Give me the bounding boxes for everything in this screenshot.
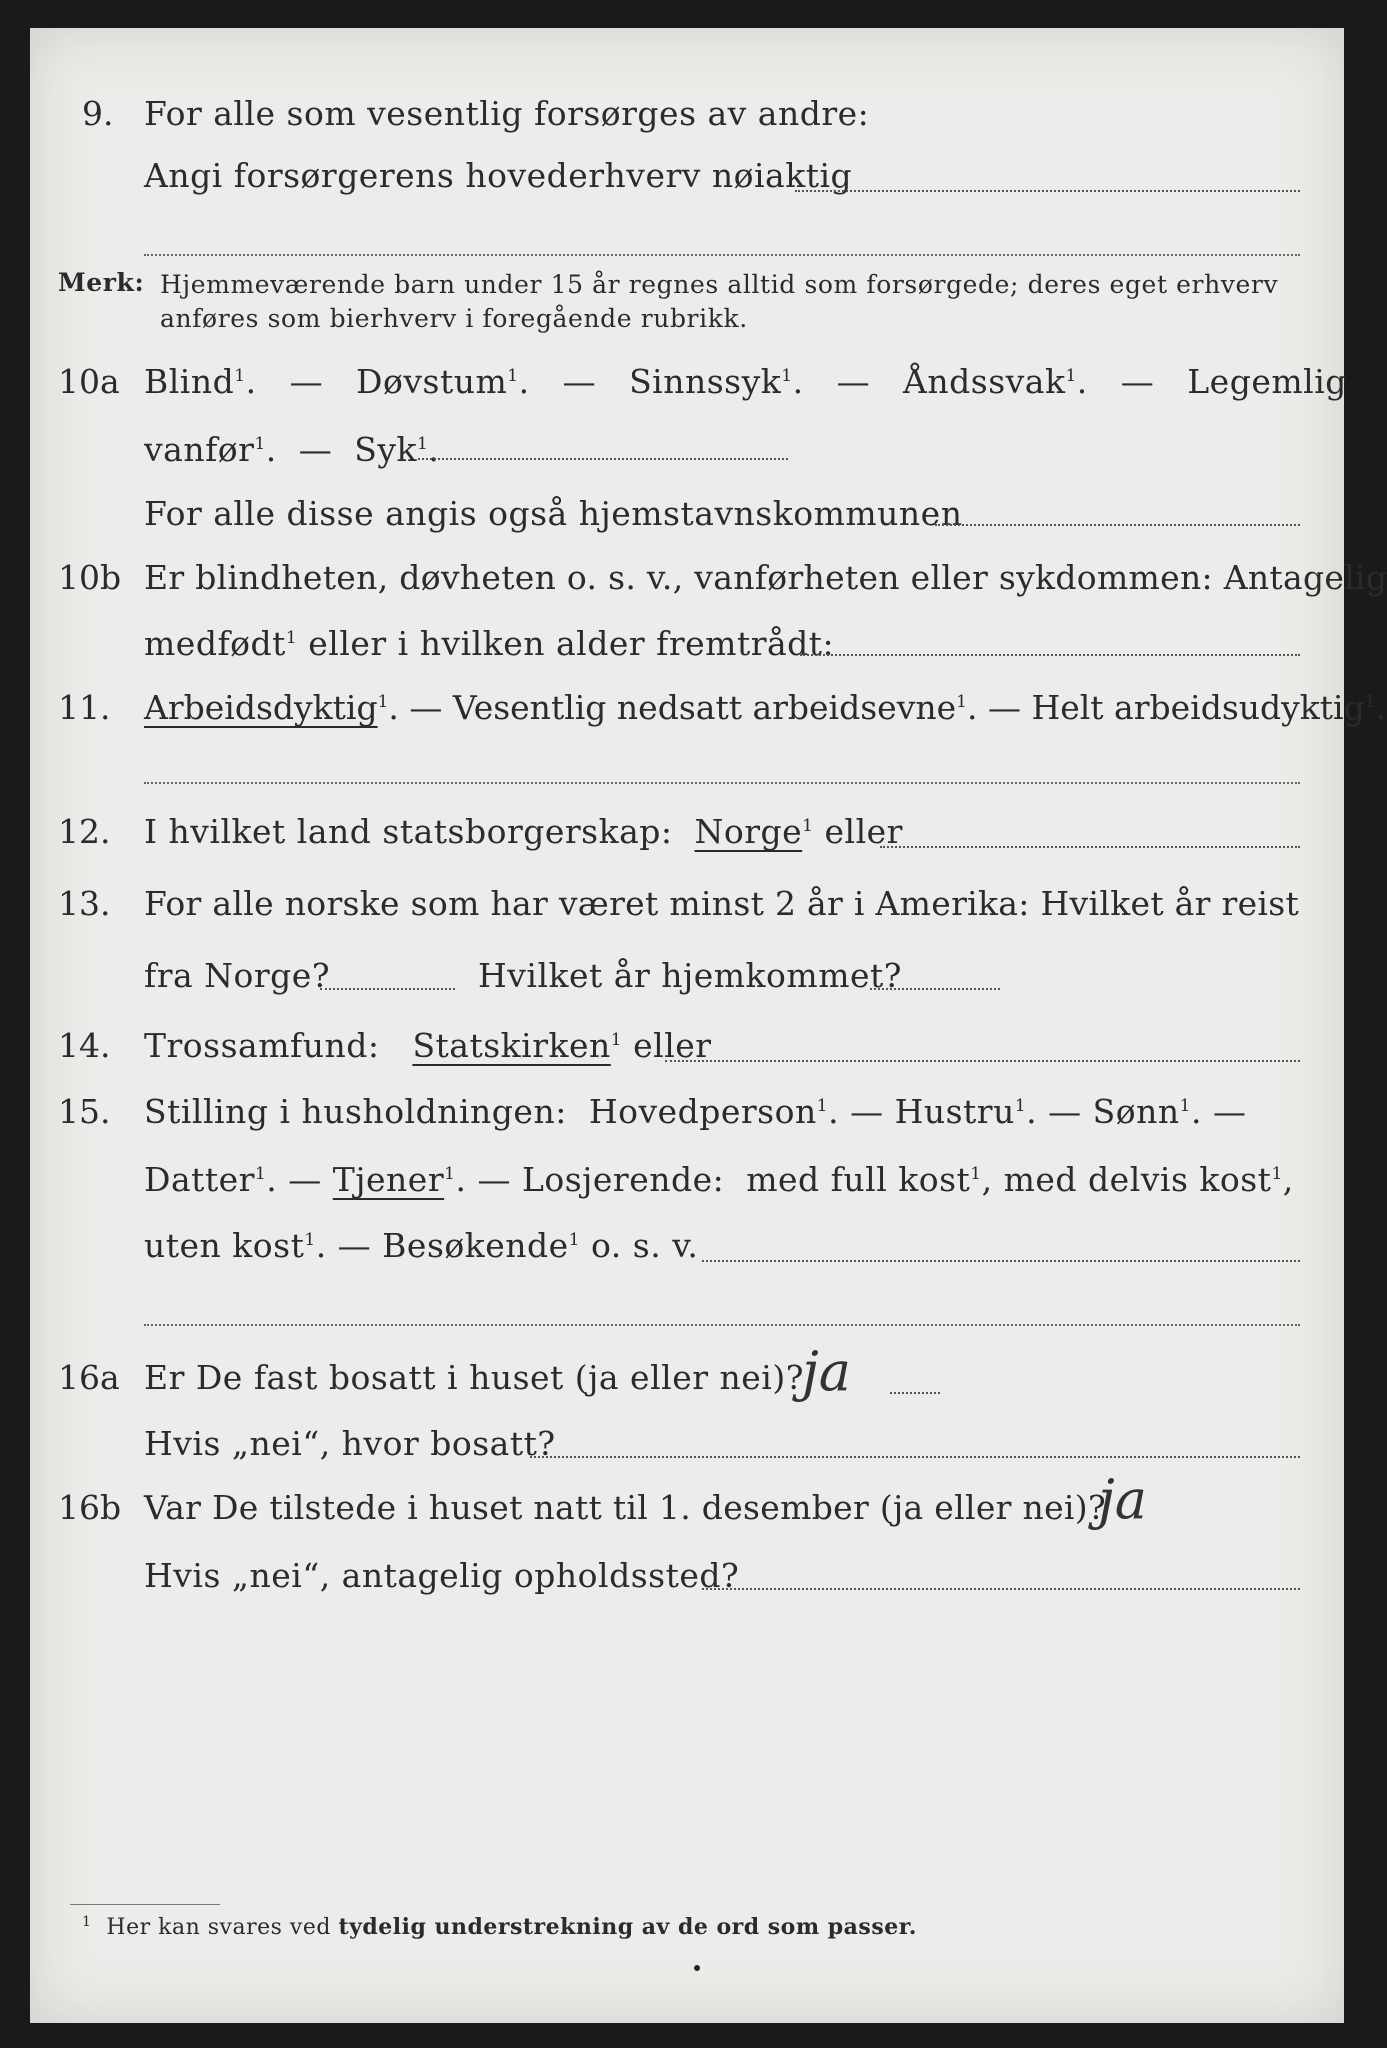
q12-number: 12. [58,812,111,851]
q15-opt-tjener-underlined: Tjener [332,1160,445,1199]
q15-line3: uten kost$^1$. — Besøkende$^1$ o. s. v. [144,1226,699,1265]
q13-line2a: fra Norge? [144,956,331,995]
q15-line1: Stilling i husholdningen: Hovedperson$^1$. — Hustru$^1$. — Sønn$^1$. — [144,1092,1247,1131]
q16b-line1: Var De tilstede i huset natt til 1. desember (ja eller nei)? [144,1488,1106,1527]
q11-opt-udyktig: Helt arbeidsudyktig [1031,688,1365,727]
q11-opt-arbeidsdyktig-underlined: Arbeidsdyktig [144,688,378,727]
footnote: $^1$ Her kan svares ved tydelig understrekning av de ord som passer. [82,1914,917,1940]
q10b-number: 10b [58,558,122,597]
opt-andssvak: Åndssvak [903,362,1066,401]
q9-number: 9. [82,94,114,133]
opt-blind: Blind [144,362,235,401]
q10b-line1: Er blindheten, døvheten o. s. v., vanførheten eller sykdommen: Antagelig [144,558,1387,597]
q16a-number: 16a [58,1358,120,1397]
q15-number: 15. [58,1092,111,1131]
q14-line: Trossamfund: Statskirken$^1$ eller [144,1026,712,1065]
opt-vanfor: vanfør [144,430,255,469]
q9-line2: Angi forsørgerens hovederhverv nøiaktig [144,156,853,195]
q11-opt-nedsatt: Vesentlig nedsatt arbeidsevne [452,688,957,727]
q13-line1: For alle norske som har været minst 2 år i Amerika: Hvilket år reist [144,884,1300,923]
q16a-handwritten-answer: ja [802,1340,851,1403]
q14-answer-line [665,1060,1300,1062]
merk-line1: Hjemmeværende barn under 15 år regnes alltid som forsørgede; deres eget erhverv [160,270,1279,299]
q16b-line2: Hvis „nei“, antagelig opholdssted? [144,1556,740,1595]
opt-dovstum: Døvstum [356,362,508,401]
q9-answer-line [795,190,1300,192]
q15-line2: Datter$^1$. — Tjener$^1$. — Losjerende: med full kost$^1$, med delvis kost$^1$, [144,1160,1294,1199]
q15-answer-line [702,1260,1300,1262]
opt-legemlig: Legemlig [1187,362,1347,401]
q16b-handwritten-answer: ja [1098,1468,1147,1531]
q16a-bosatt-line [530,1456,1300,1458]
q10a-hjemstavn-line [935,524,1300,526]
census-form-page [30,28,1387,2023]
q13-hjemkommet-line [870,988,1000,990]
q15-answer-line-2 [144,1324,1300,1326]
q16b-number: 16b [58,1488,122,1527]
merk-line2: anføres som bierhverv i foregående rubrikk. [160,304,748,333]
q14-number: 14. [58,1026,111,1065]
q16a-answer-line [890,1392,940,1394]
page-mark [694,1965,700,1971]
q11-answer-line [144,782,1300,784]
q10a-syk-line [418,458,788,460]
q11-line: Arbeidsdyktig$^1$. — Vesentlig nedsatt arbeidsevne$^1$. — Helt arbeidsudyktig$^1$. [144,688,1387,727]
footnote-rule [70,1904,220,1905]
q11-number: 11. [58,688,111,727]
q10a-line2: vanfør$^1$. — Syk$^1$. [144,430,440,469]
q10b-answer-line [800,654,1300,656]
q12-line: I hvilket land statsborgerskap: Norge$^1$ eller [144,812,903,851]
q14-opt-statskirken-underlined: Statskirken [412,1026,611,1065]
q9-answer-line-2 [144,254,1300,256]
q13-line2b: Hvilket år hjemkommet? [478,956,902,995]
q16a-line2: Hvis „nei“, hvor bosatt? [144,1424,556,1463]
q12-answer-line [880,846,1300,848]
q12-opt-norge-underlined: Norge [694,812,803,851]
q10a-line1: Blind$^1$. — Døvstum$^1$. — Sinnssyk$^1$. — Åndssvak$^1$. — Legemlig [144,362,1347,401]
merk-label: Merk: [58,268,145,297]
opt-syk: Syk [354,430,417,469]
q13-reist-line [320,988,455,990]
q13-number: 13. [58,884,111,923]
q9-line1: For alle som vesentlig forsørges av andre: [144,94,870,133]
q16b-opholdssted-line [702,1588,1300,1590]
q10a-line3: For alle disse angis også hjemstavnskommunen [144,494,963,533]
q10b-line2: medfødt$^1$ eller i hvilken alder fremtrådt: [144,624,835,663]
q10a-number: 10a [58,362,120,401]
opt-sinnssyk: Sinnssyk [629,362,782,401]
q16a-line1: Er De fast bosatt i huset (ja eller nei)? [144,1358,804,1397]
